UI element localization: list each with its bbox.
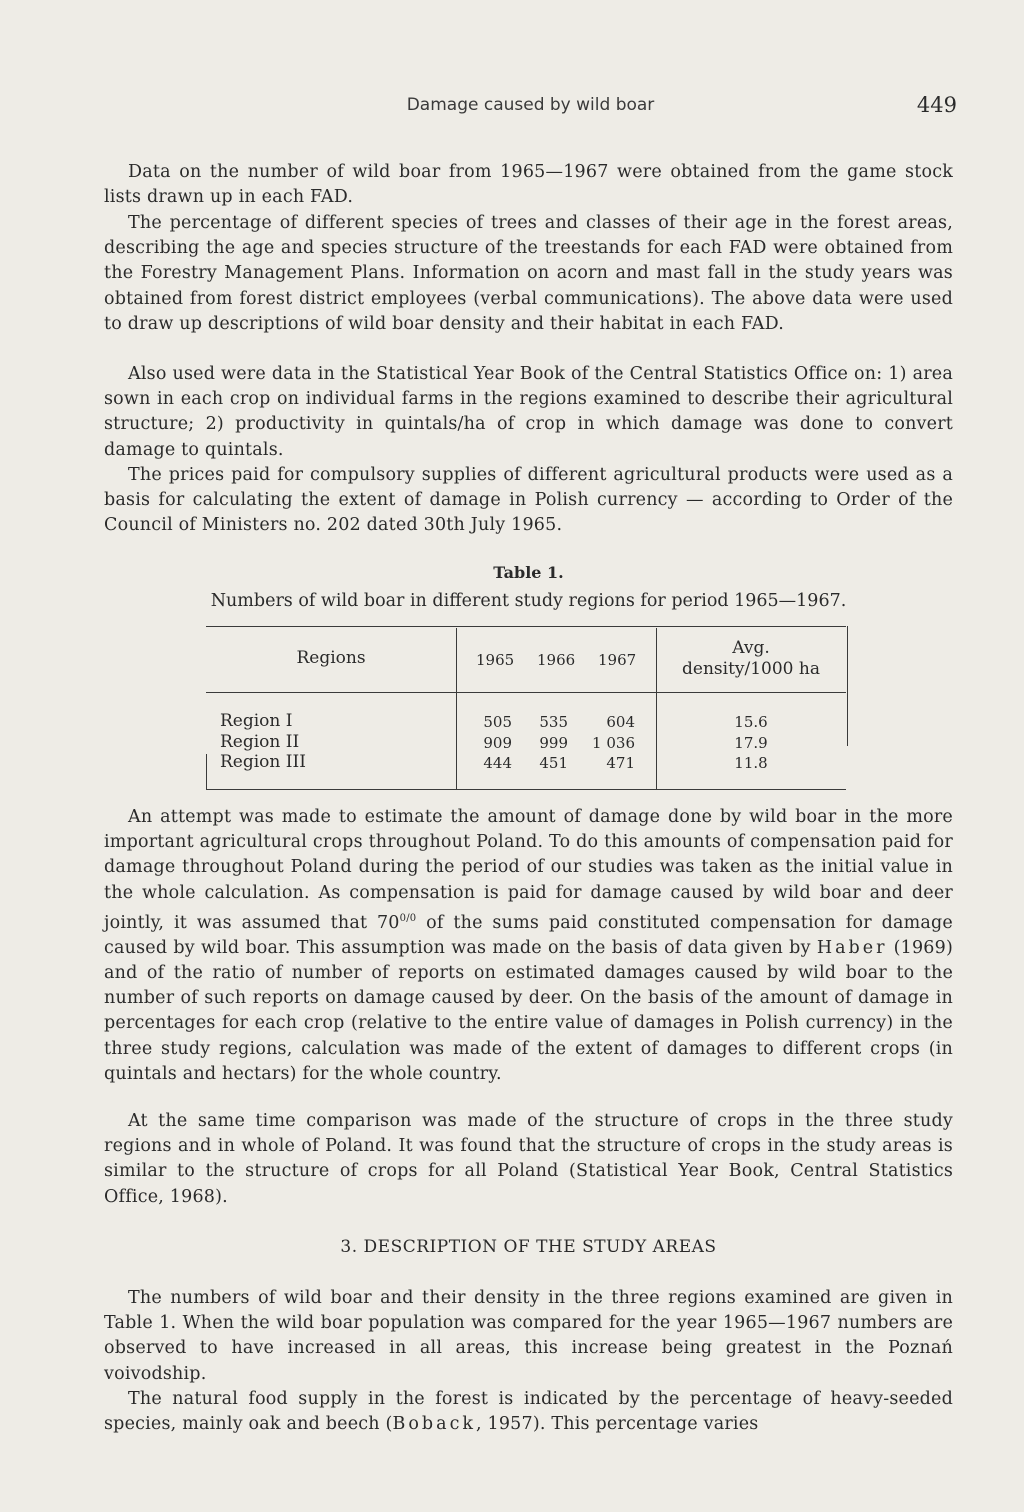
row-2-1965: 909 xyxy=(483,734,512,752)
header-density-line1: Avg. xyxy=(732,638,770,658)
paragraph-numbers-density: The numbers of wild boar and their density in the three regions examined are given in Table 1. When the wild boar population was compared for the year 1965—1967 numbers are observed to have increased in all areas, this increase being greatest in the Poznań voivodship. xyxy=(104,1288,953,1384)
row-3-1966: 451 xyxy=(539,754,568,772)
page-number: 449 xyxy=(916,93,957,117)
paragraph-statistical-data: Also used were data in the Statistical Year Book of the Central Statistics Office on: 1) area sown in each crop on individual farms in the regions examined to describe their agricultural structure; 2) productivity in quintals/ha of crop in which damage was done to convert damage to quintals. xyxy=(104,364,953,460)
p5-text-middle: of the sums paid constituted compensation for damage caused by wild boar. This assumption was made on the basis of data given by xyxy=(104,912,953,958)
p5-text-end: (1969) and of the ratio of number of reports on estimated damages caused by wild boar to the number of such reports on damage caused by deer. On the basis of the amount of damage in percentages for each crop (relative to the entire value of damages in Polish currency) in the three study regions, calculation was made of the extent of damages to different crops (in quintals and hectars) for the whole country. xyxy=(104,937,954,1084)
row-3-density: 11.8 xyxy=(734,754,768,772)
table-label: Table 1. xyxy=(493,563,564,582)
row-2-1967: 1 036 xyxy=(592,734,635,752)
row-1-1965: 505 xyxy=(483,713,512,731)
running-head xyxy=(104,93,957,121)
p8-text-end: , 1957). This percentage varies xyxy=(475,1414,759,1435)
header-1967: 1967 xyxy=(598,651,637,669)
header-regions: Regions xyxy=(296,648,366,668)
author-haber: Haber xyxy=(816,937,888,958)
author-boback: Boback xyxy=(392,1414,476,1435)
header-1965: 1965 xyxy=(476,651,515,669)
table-divider-regions xyxy=(456,628,457,790)
row-3-1967: 471 xyxy=(606,754,635,772)
table-top-rule xyxy=(206,626,846,627)
section-heading: 3. DESCRIPTION OF THE STUDY AREAS xyxy=(340,1237,717,1257)
table-edge-right xyxy=(847,626,848,746)
table-edge-left xyxy=(206,754,207,790)
running-title: Damage caused by wild boar xyxy=(406,95,655,115)
row-1-density: 15.6 xyxy=(734,713,768,731)
percent-sign: 0/0 xyxy=(399,912,417,924)
row-3-region: Region III xyxy=(220,752,306,772)
row-1-1966: 535 xyxy=(539,713,568,731)
paragraph-game-stock: Data on the number of wild boar from 1965—1967 were obtained from the game stock lists drawn up in each FAD. xyxy=(104,162,953,208)
table-bottom-rule xyxy=(206,789,846,790)
row-2-1966: 999 xyxy=(539,734,568,752)
p5-text-start: An attempt was made to estimate the amount of damage done by wild boar in the more important agricultural crops throughout Poland. To do this amounts of compensation paid for damage throughout Poland during the period of our studies was taken as the initial value in the whole calculation. As compensation is paid for damage caused by wild boar and deer jointly, it was assumed that 70 xyxy=(104,807,953,933)
p8-text-start: The natural food supply in the forest is indicated by the percentage of heavy-seeded species, mainly oak and beech ( xyxy=(104,1389,953,1435)
row-2-density: 17.9 xyxy=(734,734,768,752)
paragraph-crop-structure: At the same time comparison was made of the structure of crops in the three study regions and in whole of Poland. It was found that the structure of crops in the study areas is similar to the structure of crops for all Poland (Statistical Year Book, Central Statistics Office, 1968). xyxy=(104,1111,953,1207)
header-density-line2: density/1000 ha xyxy=(682,659,820,679)
row-2-region: Region II xyxy=(220,732,300,752)
wild-boar-table xyxy=(206,626,846,790)
row-1-region: Region I xyxy=(220,711,293,731)
paragraph-food-supply xyxy=(104,1387,953,1437)
paragraph-forest-data: The percentage of different species of trees and classes of their age in the forest areas, describing the age and species structure of the treestands for each FAD were obtained from the Forestry Management Plans. Information on acorn and mast fall in the study years was obtained from forest district employees (verbal communications). The above data were used to draw up descriptions of wild boar density and their habitat in each FAD. xyxy=(104,213,953,334)
row-1-1967: 604 xyxy=(606,713,635,731)
table-header-rule xyxy=(206,692,846,693)
row-3-1965: 444 xyxy=(483,754,512,772)
header-1966: 1966 xyxy=(537,651,576,669)
paragraph-prices: The prices paid for compulsory supplies of different agricultural products were used as a basis for calculating the extent of damage in Polish currency — according to Order of the Council of Ministers no. 202 dated 30th July 1965. xyxy=(104,465,953,536)
paragraph-estimation xyxy=(104,805,953,1087)
table-caption: Numbers of wild boar in different study regions for period 1965—1967. xyxy=(210,591,847,611)
